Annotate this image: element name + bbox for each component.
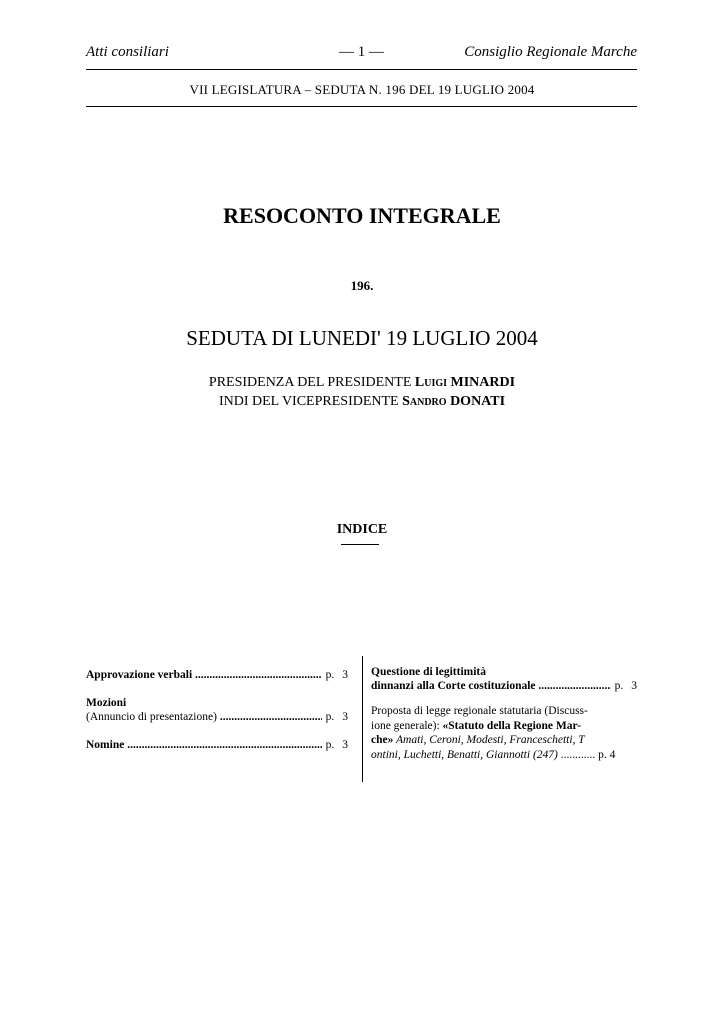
toc-line: ontini, Luchetti, Benatti, Giannotti (247) ............ p. 4: [371, 748, 616, 761]
toc-entry-proposta: [371, 704, 637, 762]
page-number: — 1 —: [339, 44, 384, 60]
session-date-heading: SEDUTA DI LUNEDI' 19 LUGLIO 2004: [186, 326, 538, 350]
toc-entry-approvazione: [86, 668, 348, 682]
presidency-prefix: PRESIDENZA DEL PRESIDENTE: [208, 375, 415, 390]
vicepresidency-prefix: INDI DEL VICEPRESIDENTE: [218, 394, 403, 409]
presidency-line-2: [0, 392, 724, 411]
index-underline: [341, 544, 379, 545]
toc-label-line2: dinnanzi alla Corte costituzionale .....: [371, 679, 611, 693]
toc-label-line1: Questione di legittimità: [371, 666, 486, 678]
toc-heading: Mozioni: [86, 697, 127, 709]
toc-entry-mozioni: [86, 696, 348, 724]
document-title: RESOCONTO INTEGRALE: [223, 203, 501, 228]
header-rule-bottom: [86, 106, 637, 107]
header-rule-top: [86, 69, 637, 70]
vicepresident-last-name: DONATI: [446, 394, 506, 409]
index-heading: INDICE: [336, 522, 388, 537]
toc-left-column: [86, 668, 348, 766]
header-left-text: Atti consiliari: [86, 44, 169, 60]
toc-entry-nomine: [86, 738, 348, 752]
toc-page-ref: p. 3: [325, 711, 348, 723]
presidency-block: [0, 373, 724, 411]
presidency-line-1: [0, 373, 724, 392]
legislature-subheader: VII LEGISLATURA – SEDUTA N. 196 DEL 19 LUGLIO 2004: [189, 82, 535, 97]
page-header: [86, 44, 637, 66]
president-first-name: Luigi: [414, 375, 448, 390]
toc-right-column: [371, 665, 637, 773]
toc-line: Proposta di legge regionale statutaria (Discuss-: [371, 705, 588, 717]
toc-page-ref: p. 3: [325, 739, 348, 751]
vicepresident-first-name: Sandro: [402, 394, 447, 409]
toc-label: Nomine .....: [86, 738, 322, 752]
toc-entry-questione: [371, 665, 637, 693]
session-number: 196.: [350, 278, 374, 293]
toc-label: Approvazione verbali .....: [86, 668, 322, 682]
toc-page-ref: p. 3: [614, 680, 637, 692]
header-right-text: Consiglio Regionale Marche: [464, 44, 637, 60]
column-divider: [362, 656, 363, 782]
toc-line: che» Amati, Ceroni, Modesti, Franceschetti, T: [371, 734, 585, 746]
toc-line: ione generale): «Statuto della Regione Mar-: [371, 719, 582, 732]
toc-page-ref: p. 3: [325, 669, 348, 681]
toc-label: (Annuncio di presentazione) .....: [86, 710, 322, 724]
president-last-name: MINARDI: [447, 375, 516, 390]
